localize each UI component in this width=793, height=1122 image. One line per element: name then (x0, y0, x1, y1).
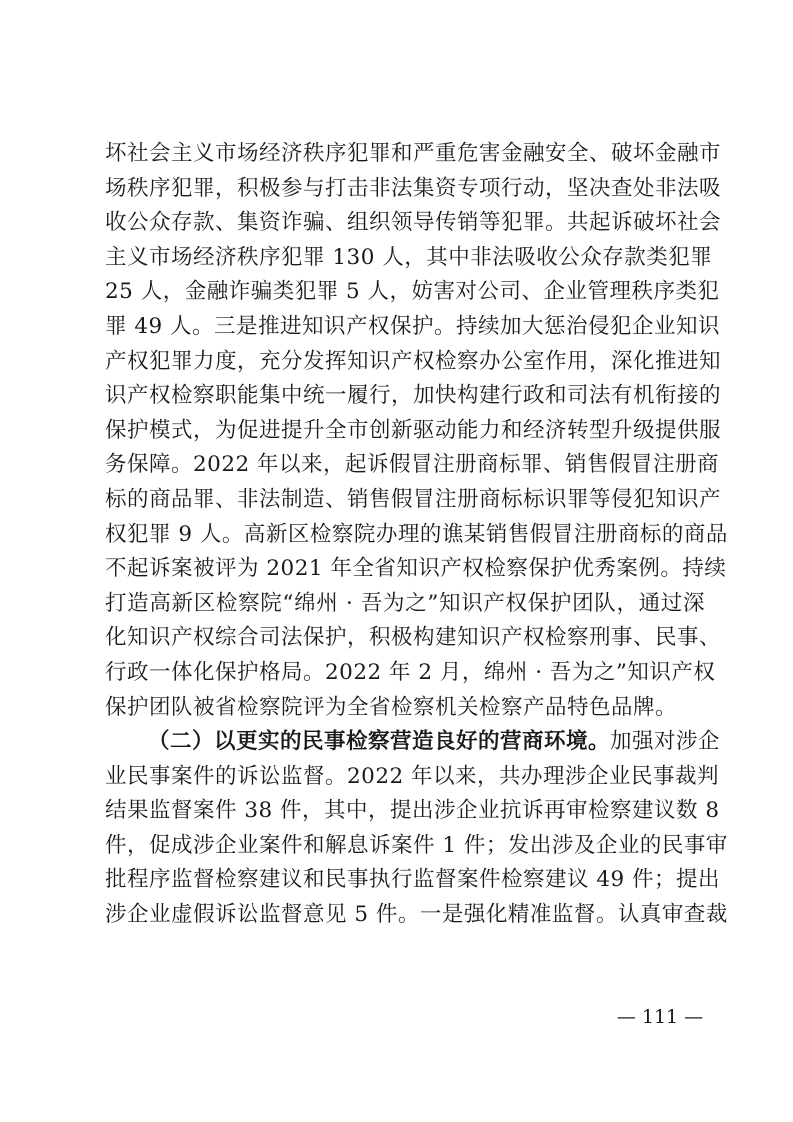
section-first-line-rest: 加强对涉企 (610, 729, 721, 755)
text-line: 收公众存款、集资诈骗、组织领导传销等犯罪。共起诉破坏社会 (105, 210, 722, 236)
text-line: 批程序监督检察建议和民事执行监督案件检察建议 49 件；提出 (105, 867, 721, 893)
text-line: 罪 49 人。三是推进知识产权保护。持续加大惩治侵犯企业知识 (105, 313, 721, 339)
text-line: 识产权检察职能集中统一履行，加快构建行政和司法有机衔接的 (105, 383, 722, 409)
section-first-line (105, 725, 721, 760)
text-line: 行政一体化保护格局。2022 年 2 月，绵州 · 吾为之”知识产权 (105, 659, 716, 685)
text-line: 件，促成涉企业案件和解息诉案件 1 件；发出涉及企业的民事审 (105, 832, 728, 858)
text-line: 产权犯罪力度，充分发挥知识产权检察办公室作用，深化推进知 (105, 348, 722, 374)
text-line: 不起诉案被评为 2021 年全省知识产权检察保护优秀案例。持续 (105, 556, 727, 582)
text-line: 结果监督案件 38 件，其中，提出涉企业抗诉再审检察建议数 8 (105, 798, 720, 824)
section-heading: （二）以更实的民事检察营造良好的营商环境。 (148, 729, 611, 755)
text-line: 保护模式，为促进提升全市创新驱动能力和经济转型升级提供服 (105, 417, 722, 443)
page-number: — 111 — (616, 1006, 704, 1028)
body-text (105, 137, 728, 933)
text-line: 坏社会主义市场经济秩序犯罪和严重危害金融安全、破坏金融市 (105, 141, 722, 166)
text-line: 业民事案件的诉讼监督。2022 年以来，共办理涉企业民事裁判 (105, 763, 720, 789)
text-line: 主义市场经济秩序犯罪 130 人，其中非法吸收公众存款类犯罪 (105, 244, 713, 270)
text-line: 打造高新区检察院“绵州 · 吾为之”知识产权保护团队，通过深 (105, 590, 705, 616)
text-line: 务保障。2022 年以来，起诉假冒注册商标罪、销售假冒注册商 (105, 452, 720, 478)
text-line: 权犯罪 9 人。高新区检察院办理的谯某销售假冒注册商标的商品 (105, 521, 728, 547)
text-line: 场秩序犯罪，积极参与打击非法集资专项行动，坚决查处非法吸 (105, 175, 722, 201)
text-line: 化知识产权综合司法保护，积极构建知识产权检察刑事、民事、 (105, 625, 722, 651)
text-line: 涉企业虚假诉讼监督意见 5 件。一是强化精准监督。认真审查裁 (105, 902, 728, 928)
text-line: 25 人，金融诈骗类犯罪 5 人，妨害对公司、企业管理秩序类犯 (105, 279, 720, 305)
text-line: 保护团队被省检察院评为全省检察机关检察产品特色品牌。 (105, 694, 678, 720)
text-line: 标的商品罪、非法制造、销售假冒注册商标标识罪等侵犯知识产 (105, 486, 722, 512)
